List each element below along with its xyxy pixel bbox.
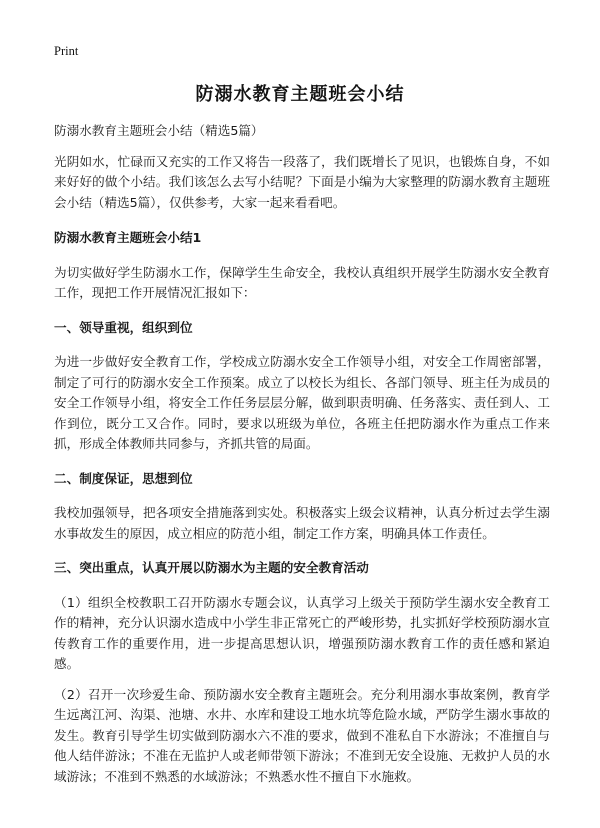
paragraph-activity-2: （2）召开一次珍爱生命、预防溺水安全教育主题班会。充分利用溺水事故案例，教育学生远离江河、沟渠、池塘、水井、水库和建设工地水坑等危险水域，严防学生溺水事故的发生。教育引导学生切实做到防溺水六不准的要求，做到不准私自下水游泳；不准擅自与他人结伴游泳；不准在无监护人或老师带领下游泳；不准到无安全设施、无救护人员的水域游泳；不准到不熟悉的水域游泳；不熟悉水性不擅自下水施救。 (54, 686, 550, 784)
document-subtitle: 防溺水教育主题班会小结（精选5篇） (54, 123, 264, 138)
page-title: 防溺水教育主题班会小结 (195, 84, 405, 105)
paragraph-activity-1: （1）组织全校教职工召开防溺水专题会议，认真学习上级关于预防学生溺水安全教育工作的精神，充分认识溺水造成中小学生非正常死亡的严峻形势，扎实抓好学校预防溺水宣传教育工作的重要作用，进一步提高思想认识，增强预防溺水教育工作的责任感和紧迫感。 (54, 594, 550, 671)
heading-leadership: 一、领导重视，组织到位 (54, 319, 193, 335)
heading-system: 二、制度保证，思想到位 (54, 470, 193, 486)
paragraph-leadership: 为进一步做好安全教育工作，学校成立防溺水安全工作领导小组，对安全工作周密部署，制定了可行的防溺水安全工作预案。成立了以校长为组长、各部门领导、班主任为成员的安全工作领导小组，将安全工作任务层层分解，做到职责明确、任务落实、责任到人、工作到位，既分工又合作。同时，要求以班级为单位，各班主任把防溺水作为重点工作来抓，形成全体教师共同参与，齐抓共管的局面。 (54, 354, 550, 451)
print-link[interactable]: Print (54, 44, 79, 58)
heading-activities: 三、突出重点，认真开展以防溺水为主题的安全教育活动 (54, 560, 369, 575)
section-title: 防溺水教育主题班会小结1 (54, 230, 202, 245)
intro-paragraph: 光阴如水，忙碌而又充实的工作又将告一段落了，我们既增长了见识，也锻炼自身，不如来好好的做个小结。我们该怎么去写小结呢？下面是小编为大家整理的防溺水教育主题班会小结（精选5篇），仅供参考，大家一起来看看吧。 (54, 153, 550, 210)
document-body (54, 121, 550, 801)
lead-paragraph: 为切实做好学生防溺水工作，保障学生生命安全，我校认真组织开展学生防溺水安全教育工作，现把工作开展情况汇报如下： (54, 264, 550, 300)
paragraph-system: 我校加强领导，把各项安全措施落到实处。积极落实上级会议精神，认真分析过去学生溺水事故发生的原因，成立相应的防范小组，制定工作方案，明确具体工作责任。 (54, 505, 550, 541)
